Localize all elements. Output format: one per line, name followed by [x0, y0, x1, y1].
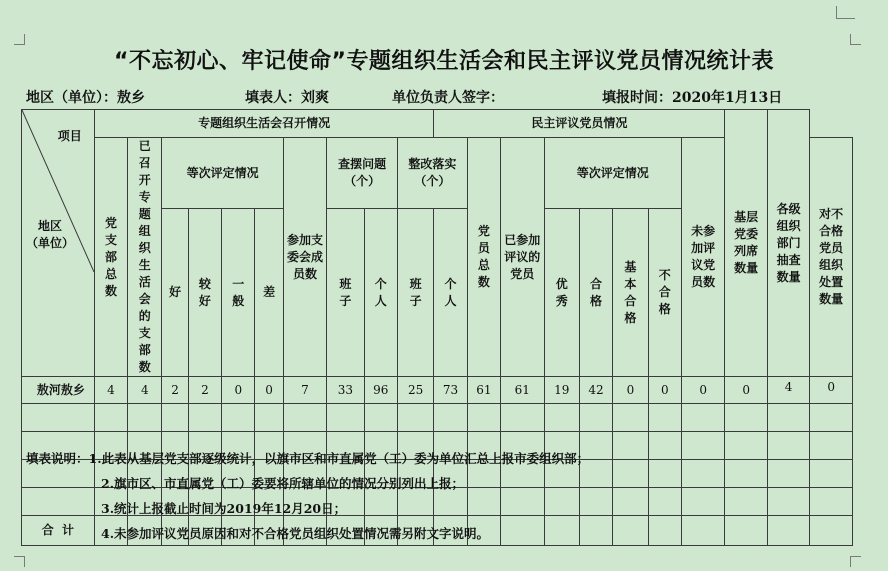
- table-cell[interactable]: [501, 516, 544, 546]
- page-corner-mark: [850, 556, 861, 567]
- note-item: 3.统计上报截止时间为2019年12月20日；: [101, 501, 347, 516]
- meta-filler: 填表人：刘爽: [245, 90, 329, 106]
- col-branch-total: 党支部总数: [94, 138, 127, 377]
- table-cell[interactable]: [397, 404, 433, 432]
- table-cell[interactable]: [767, 404, 809, 432]
- page-title: “不忘初心、牢记使命”专题组织生活会和民主评议党员情况统计表: [114, 49, 774, 74]
- table-cell[interactable]: [501, 404, 544, 432]
- notes-line-1: [26, 449, 589, 467]
- corner-header-cell: [22, 110, 95, 377]
- col-reviewed: 已参加评议的党员: [501, 138, 544, 377]
- table-cell[interactable]: [579, 404, 612, 432]
- table-cell: 73: [434, 377, 467, 404]
- table-cell[interactable]: [767, 516, 809, 546]
- table-cell[interactable]: [767, 432, 809, 460]
- table-cell[interactable]: [681, 432, 724, 460]
- table-cell: 0: [725, 377, 767, 404]
- col-disposed: 对不合格党员组织处置数量: [810, 138, 853, 377]
- page-corner-mark: [836, 6, 855, 19]
- meta-signer: 单位负责人签字：: [392, 90, 504, 106]
- sub-excellent: 优秀: [544, 209, 579, 377]
- table-cell[interactable]: [725, 460, 767, 488]
- table-cell[interactable]: [283, 404, 326, 432]
- table-cell: 0: [648, 377, 681, 404]
- sub-rectify-person: 个人: [434, 209, 467, 377]
- table-cell[interactable]: [681, 488, 724, 516]
- grp-rectify: 整改落实（个）: [397, 138, 467, 209]
- sub-rectify-team: 班子: [397, 209, 433, 377]
- sub-problem-person: 个人: [364, 209, 397, 377]
- sub-average: 一般: [222, 209, 255, 377]
- table-cell[interactable]: [467, 404, 500, 432]
- table-cell[interactable]: [648, 460, 681, 488]
- group-header-meeting: 专题组织生活会召开情况: [94, 110, 434, 138]
- meta-date: 填报时间：2020年1月13日: [602, 90, 783, 106]
- table-cell: 33: [327, 377, 364, 404]
- table-cell[interactable]: [613, 460, 648, 488]
- col-dept-check: 各级组织部门抽查数量: [767, 110, 809, 377]
- table-cell[interactable]: [434, 404, 467, 432]
- table-cell: 7: [283, 377, 326, 404]
- note-item: 1.此表从基层党支部逐级统计，以旗市区和市直属党（工）委为单位汇总上报市委组织部；: [88, 451, 590, 466]
- corner-region-line1: 地区: [38, 219, 63, 233]
- table-cell[interactable]: [648, 404, 681, 432]
- total-label: 合 计: [22, 516, 95, 546]
- table-cell: 2: [188, 377, 221, 404]
- table-cell[interactable]: [648, 516, 681, 546]
- table-cell[interactable]: [725, 432, 767, 460]
- sub-fair-good: 较好: [188, 209, 221, 377]
- table-cell[interactable]: [810, 516, 853, 546]
- sub-unqualified: 不合格: [648, 209, 681, 377]
- table-cell[interactable]: [648, 488, 681, 516]
- col-held: 已召开专题组织生活会的支部数: [128, 138, 162, 377]
- table-cell: 2: [162, 377, 188, 404]
- table-cell[interactable]: [613, 488, 648, 516]
- grp-grade-meeting: 等次评定情况: [162, 138, 283, 209]
- table-cell: 4: [128, 377, 162, 404]
- group-header-review: 民主评议党员情况: [434, 110, 725, 138]
- corner-region-label: [26, 218, 74, 252]
- table-cell[interactable]: [681, 404, 724, 432]
- table-cell[interactable]: [22, 404, 95, 432]
- table-cell: 0: [255, 377, 283, 404]
- table-cell[interactable]: [725, 404, 767, 432]
- table-cell: 96: [364, 377, 397, 404]
- table-cell[interactable]: [810, 404, 853, 432]
- notes-label: 填表说明：: [26, 451, 89, 466]
- table-cell[interactable]: [681, 460, 724, 488]
- table-cell[interactable]: [767, 488, 809, 516]
- sub-good: 好: [162, 209, 188, 377]
- table-cell[interactable]: [222, 404, 255, 432]
- col-members-total: 党员总数: [467, 138, 500, 377]
- table-cell: 0: [810, 377, 853, 404]
- col-grassroots: 基层党委列席数量: [725, 110, 767, 377]
- col-absent: 未参加评议党员数: [681, 138, 724, 377]
- sub-poor: 差: [255, 209, 283, 377]
- sub-qualified: 合格: [579, 209, 612, 377]
- grp-problems: 查摆问题（个）: [327, 138, 398, 209]
- col-committee: 参加支委会成员数: [283, 138, 326, 377]
- table-cell[interactable]: [810, 432, 853, 460]
- table-row: [22, 377, 853, 404]
- table-cell[interactable]: [613, 404, 648, 432]
- table-cell[interactable]: [810, 488, 853, 516]
- table-cell[interactable]: [810, 460, 853, 488]
- note-item: 4.未参加评议党员原因和对不合格党员组织处置情况需另附文字说明。: [101, 526, 490, 541]
- table-cell[interactable]: [94, 404, 127, 432]
- sub-basic: 基本合格: [613, 209, 648, 377]
- table-cell: 4: [767, 377, 809, 404]
- table-cell[interactable]: [613, 432, 648, 460]
- table-cell: 61: [467, 377, 500, 404]
- table-cell[interactable]: [327, 404, 364, 432]
- table-cell[interactable]: [544, 516, 579, 546]
- table-cell[interactable]: [188, 404, 221, 432]
- table-cell[interactable]: [725, 516, 767, 546]
- table-cell[interactable]: [544, 488, 579, 516]
- table-cell: 42: [579, 377, 612, 404]
- table-cell[interactable]: [681, 516, 724, 546]
- corner-item-label: 项目: [57, 129, 82, 143]
- table-cell[interactable]: [22, 488, 95, 516]
- corner-region-line2: （单位）: [26, 236, 75, 250]
- grp-grade-review: 等次评定情况: [544, 138, 681, 209]
- table-cell[interactable]: [544, 404, 579, 432]
- table-cell: 0: [681, 377, 724, 404]
- meta-region: 地区（单位）：敖乡: [26, 90, 145, 106]
- page-corner-mark: [14, 556, 25, 567]
- table-cell: 0: [613, 377, 648, 404]
- table-cell[interactable]: [162, 404, 188, 432]
- table-cell[interactable]: [255, 404, 283, 432]
- table-cell: 19: [544, 377, 579, 404]
- table-cell[interactable]: [648, 432, 681, 460]
- sub-problem-team: 班子: [327, 209, 364, 377]
- table-cell[interactable]: [579, 488, 612, 516]
- table-cell[interactable]: [467, 488, 500, 516]
- table-cell[interactable]: [613, 516, 648, 546]
- table-cell[interactable]: [579, 516, 612, 546]
- table-cell: 0: [222, 377, 255, 404]
- table-cell[interactable]: [501, 488, 544, 516]
- table-cell[interactable]: [128, 404, 162, 432]
- note-item: 2.旗市区、市直属党（工）委要将所辖单位的情况分别列出上报；: [101, 476, 465, 491]
- table-cell[interactable]: [725, 488, 767, 516]
- table-row: [22, 404, 853, 432]
- table-cell[interactable]: [767, 460, 809, 488]
- table-cell: 25: [397, 377, 433, 404]
- table-cell[interactable]: [364, 404, 397, 432]
- row-region-name: 敖河敖乡: [22, 377, 95, 404]
- table-cell: 4: [94, 377, 127, 404]
- table-cell: 61: [501, 377, 544, 404]
